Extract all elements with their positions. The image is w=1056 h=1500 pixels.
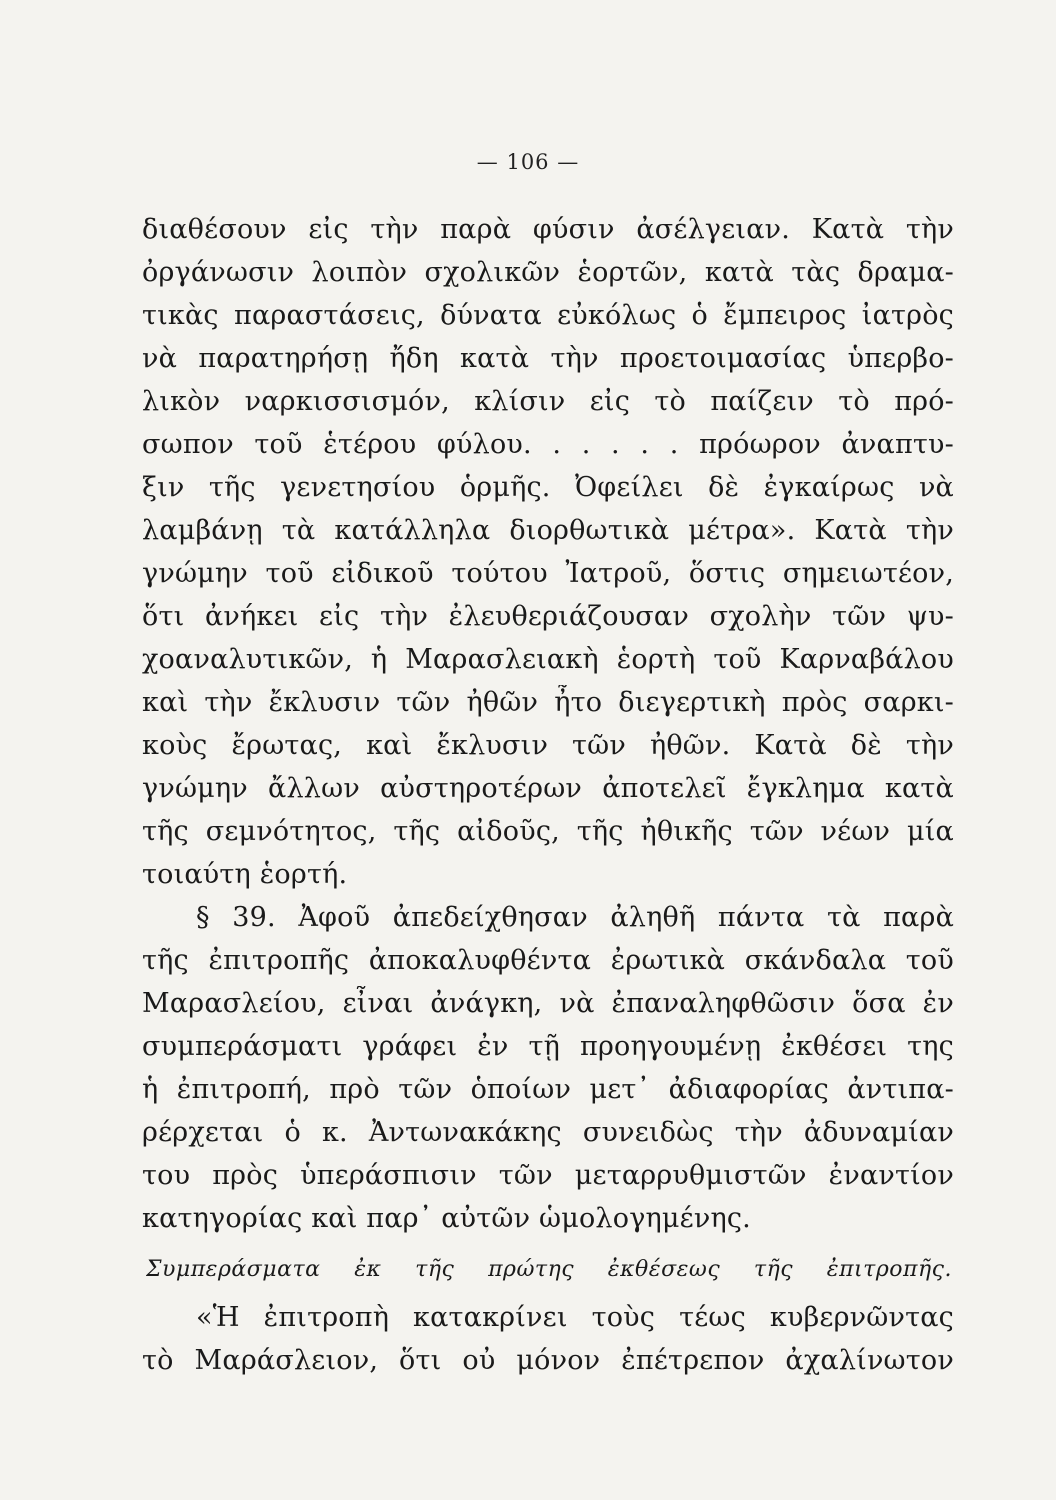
text-line: λαμβάνῃ τὰ κατάλληλα διορθωτικὰ μέτρα». Κατὰ τὴν bbox=[142, 515, 954, 546]
text-line: καὶ τὴν ἔκλυσιν τῶν ἠθῶν ἦτο διεγερτικὴ πρὸς σαρκι- bbox=[142, 687, 954, 718]
text-line: τῆς σεμνότητος, τῆς αἰδοῦς, τῆς ἠθικῆς τῶν νέων μία bbox=[142, 816, 954, 847]
text-line: χοαναλυτικῶν, ἡ Μαρασλειακὴ ἑορτὴ τοῦ Καρναβάλου bbox=[142, 644, 954, 675]
section-paragraph-start: § 39. Ἀφοῦ ἀπεδείχθησαν ἀληθῆ πάντα τὰ παρὰ bbox=[196, 902, 954, 933]
text-line: τικὰς παραστάσεις, δύνατα εὐκόλως ὁ ἔμπειρος ἰατρὸς bbox=[142, 300, 954, 331]
text-line: ξιν τῆς γενετησίου ὁρμῆς. Ὀφείλει δὲ ἐγκαίρως νὰ bbox=[142, 472, 954, 503]
section-heading: Συμπεράσματα ἐκ τῆς πρώτης ἐκθέσεως τῆς ἐπιτροπῆς. bbox=[146, 1257, 952, 1282]
text-line: λικὸν ναρκισσισμόν, κλίσιν εἰς τὸ παίζειν τὸ πρό- bbox=[142, 386, 954, 417]
text-line: ρέρχεται ὁ κ. Ἀντωνακάκης συνειδὼς τὴν ἀδυναμίαν bbox=[142, 1117, 954, 1148]
text-line: γνώμην ἄλλων αὐστηροτέρων ἀποτελεῖ ἔγκλημα κατὰ bbox=[142, 773, 954, 804]
text-line: νὰ παρατηρήσῃ ἤδη κατὰ τὴν προετοιμασίας ὑπερβο- bbox=[142, 343, 954, 374]
text-line: διαθέσουν εἰς τὴν παρὰ φύσιν ἀσέλγειαν. Κατὰ τὴν bbox=[142, 214, 954, 245]
text-line: τοιαύτη ἑορτή. bbox=[142, 859, 348, 890]
text-line: συμπεράσματι γράφει ἐν τῇ προηγουμένῃ ἐκθέσει της bbox=[142, 1031, 954, 1062]
text-line: ἡ ἐπιτροπή, πρὸ τῶν ὁποίων μετ᾽ ἀδιαφορίας ἀντιπα- bbox=[142, 1074, 954, 1105]
text-line: του πρὸς ὑπεράσπισιν τῶν μεταρρυθμιστῶν ἐναντίον bbox=[142, 1160, 954, 1191]
text-line: ὀργάνωσιν λοιπὸν σχολικῶν ἑορτῶν, κατὰ τὰς δραμα- bbox=[142, 257, 954, 288]
text-line: τῆς ἐπιτροπῆς ἀποκαλυφθέντα ἐρωτικὰ σκάνδαλα τοῦ bbox=[142, 945, 954, 976]
text-line: κατηγορίας καὶ παρ᾽ αὐτῶν ὡμολογημένης. bbox=[142, 1203, 751, 1234]
text-line: τὸ Μαράσλειον, ὅτι οὐ μόνον ἐπέτρεπον ἀχαλίνωτον bbox=[142, 1345, 954, 1376]
text-line: κοὺς ἔρωτας, καὶ ἔκλυσιν τῶν ἠθῶν. Κατὰ δὲ τὴν bbox=[142, 730, 954, 761]
page-number: — 106 — bbox=[476, 150, 580, 174]
text-line: γνώμην τοῦ εἰδικοῦ τούτου Ἰατροῦ, ὅστις σημειωτέον, bbox=[142, 558, 954, 589]
text-line: ὅτι ἀνήκει εἰς τὴν ἐλευθεριάζουσαν σχολὴν τῶν ψυ- bbox=[142, 601, 954, 632]
text-line: σωπον τοῦ ἑτέρου φύλου. . . . . . πρόωρον ἀναπτυ- bbox=[142, 429, 954, 460]
quote-paragraph-start: «Ἡ ἐπιτροπὴ καταкρίνει τοὺς τέως κυβερνῶντας bbox=[196, 1302, 954, 1333]
text-line: Μαρασλείου, εἶναι ἀνάγκη, νὰ ἐπαναληφθῶσιν ὅσα ἐν bbox=[142, 988, 954, 1019]
